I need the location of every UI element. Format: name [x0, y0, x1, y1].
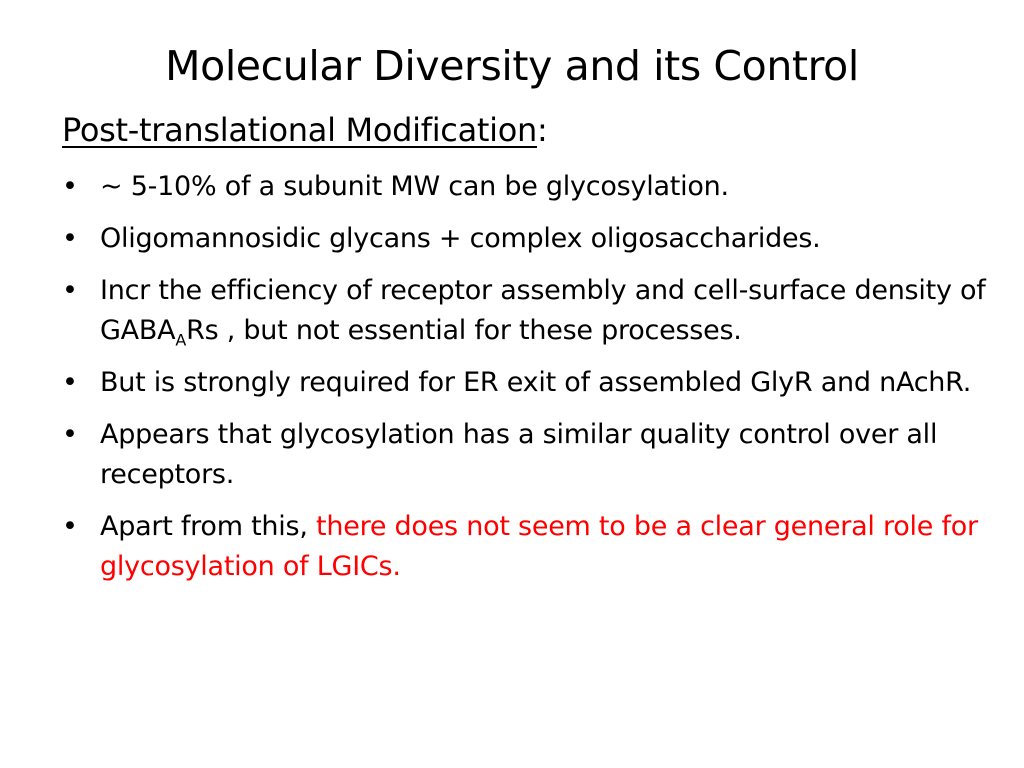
bullet-text-pre: Incr the efficiency of receptor assembly and cell-surface density of GABA: [100, 275, 986, 346]
section-heading-colon: :: [536, 111, 548, 149]
bullet-icon: •: [62, 511, 78, 542]
bullet-item-glycans: [62, 219, 1002, 259]
bullet-text: Appears that glycosylation has a similar quality control over all receptors.: [100, 419, 938, 490]
bullet-text-highlight: there does not seem to be a clear general role for glycosylation of LGICs.: [100, 511, 978, 582]
bullet-item-er-exit: [62, 363, 1002, 403]
bullet-text-post: Rs , but not essential for these processes.: [186, 315, 742, 346]
bullet-text: Oligomannosidic glycans + complex oligosaccharides.: [100, 223, 821, 254]
section-heading: [62, 108, 547, 152]
bullet-item-efficiency: [62, 271, 1002, 351]
bullet-icon: •: [62, 223, 78, 254]
bullet-icon: •: [62, 171, 78, 202]
slide-title: Molecular Diversity and its Control: [165, 42, 859, 90]
section-heading-label: Post-translational Modification: [62, 111, 537, 149]
bullet-icon: •: [62, 275, 78, 306]
bullet-text: ~ 5-10% of a subunit MW can be glycosylation.: [100, 171, 729, 202]
bullet-item-general-role: [62, 507, 1002, 587]
bullet-icon: •: [62, 419, 78, 450]
bullet-item-quality-control: [62, 415, 1002, 495]
bullet-text-subscript: A: [175, 330, 187, 350]
bullet-text: But is strongly required for ER exit of assembled GlyR and nAchR.: [100, 367, 972, 398]
bullet-icon: •: [62, 367, 78, 398]
bullet-item-glycosylation-percent: [62, 167, 1002, 207]
bullet-text-pre: Apart from this,: [100, 511, 317, 542]
bullet-list: [62, 167, 1002, 599]
